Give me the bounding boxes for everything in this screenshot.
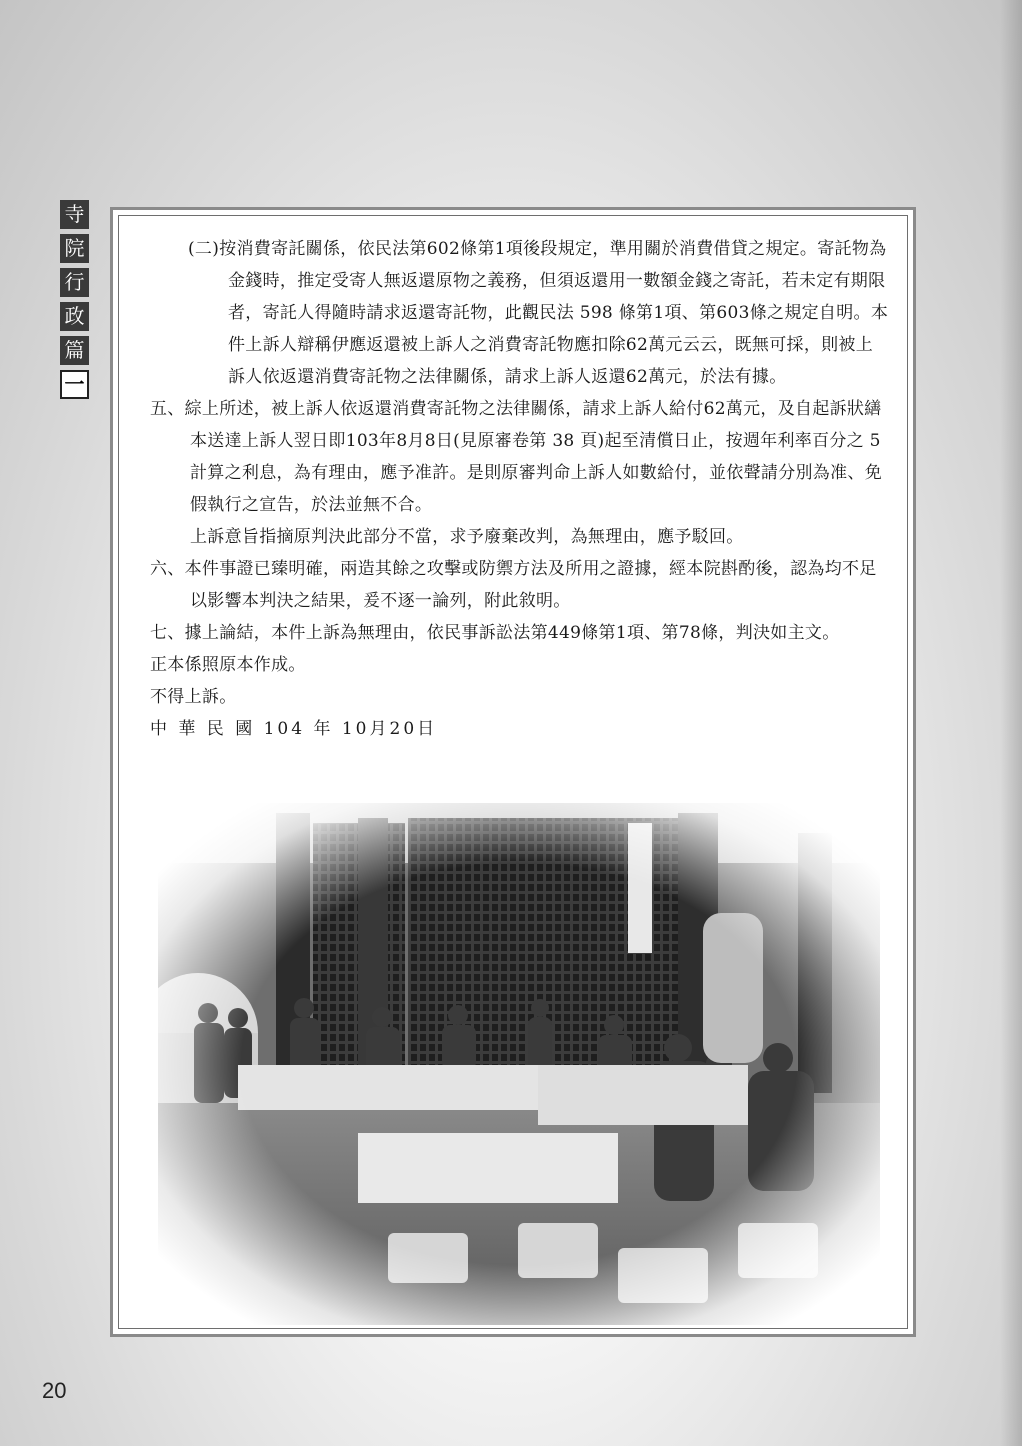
section-side-tab (60, 200, 89, 404)
side-tab-volume-number: 一 (60, 370, 89, 399)
page-edge-shadow (1000, 0, 1022, 1446)
paragraph-appeal-conclusion: 上訴意旨指摘原判決此部分不當，求予廢棄改判，為無理由，應予駁回。 (190, 527, 744, 547)
temple-meeting-photo-illustration (158, 803, 880, 1325)
content-frame-inner (113, 210, 913, 1334)
side-tab-char: 院 (60, 234, 89, 263)
judgment-text (150, 233, 890, 745)
paragraph-item-7: 七、據上論結，本件上訴為無理由，依民事訴訟法第449條第1項、第78條，判決如主文。 (150, 623, 840, 643)
side-tab-char: 行 (60, 268, 89, 297)
page-number: 20 (42, 1378, 67, 1403)
paragraph-item-6: 六、本件事證已臻明確，兩造其餘之攻擊或防禦方法及所用之證據，經本院斟酌後，認為均不足以影響本判決之結果，爰不逐一論列，附此敘明。 (150, 559, 877, 611)
side-tab-char: 寺 (60, 200, 89, 229)
certified-copy-note: 正本係照原本作成。 (150, 655, 306, 675)
content-frame (110, 207, 916, 1337)
side-tab-char: 政 (60, 302, 89, 331)
paragraph-section-2: (二)按消費寄託關係，依民法第602條第1項後段規定，準用關於消費借貸之規定。寄託物為金錢時，推定受寄人無返還原物之義務，但須返還用一數額金錢之寄託，若未定有期限者，寄託人得隨時請求返還寄託物，此觀民法 598 條第1項、第603條之規定自明。本件上訴人辯稱伊應返還被上訴人之消費寄託物應扣除62萬元云云，既無可採，則被上訴人依返還消費寄託物之法律關係，請求上訴人返還62萬元，於法有據。 (188, 239, 889, 387)
judgment-date: 中 華 民 國 104 年 10月20日 (150, 719, 438, 739)
side-tab-char: 篇 (60, 336, 89, 365)
paragraph-item-5: 五、綜上所述，被上訴人依返還消費寄託物之法律關係，請求上訴人給付62萬元，及自起訴狀繕本送達上訴人翌日即103年8月8日(見原審卷第 38 頁)起至清償日止，按週年利率百分之 5 計算之利息，為有理由，應予准許。是則原審判命上訴人如數給付，並依聲請分別為准、免假執行之宣告，於法並無不合。 (150, 399, 882, 515)
temple-meeting-photo (158, 803, 880, 1325)
no-appeal-note: 不得上訴。 (150, 687, 237, 707)
